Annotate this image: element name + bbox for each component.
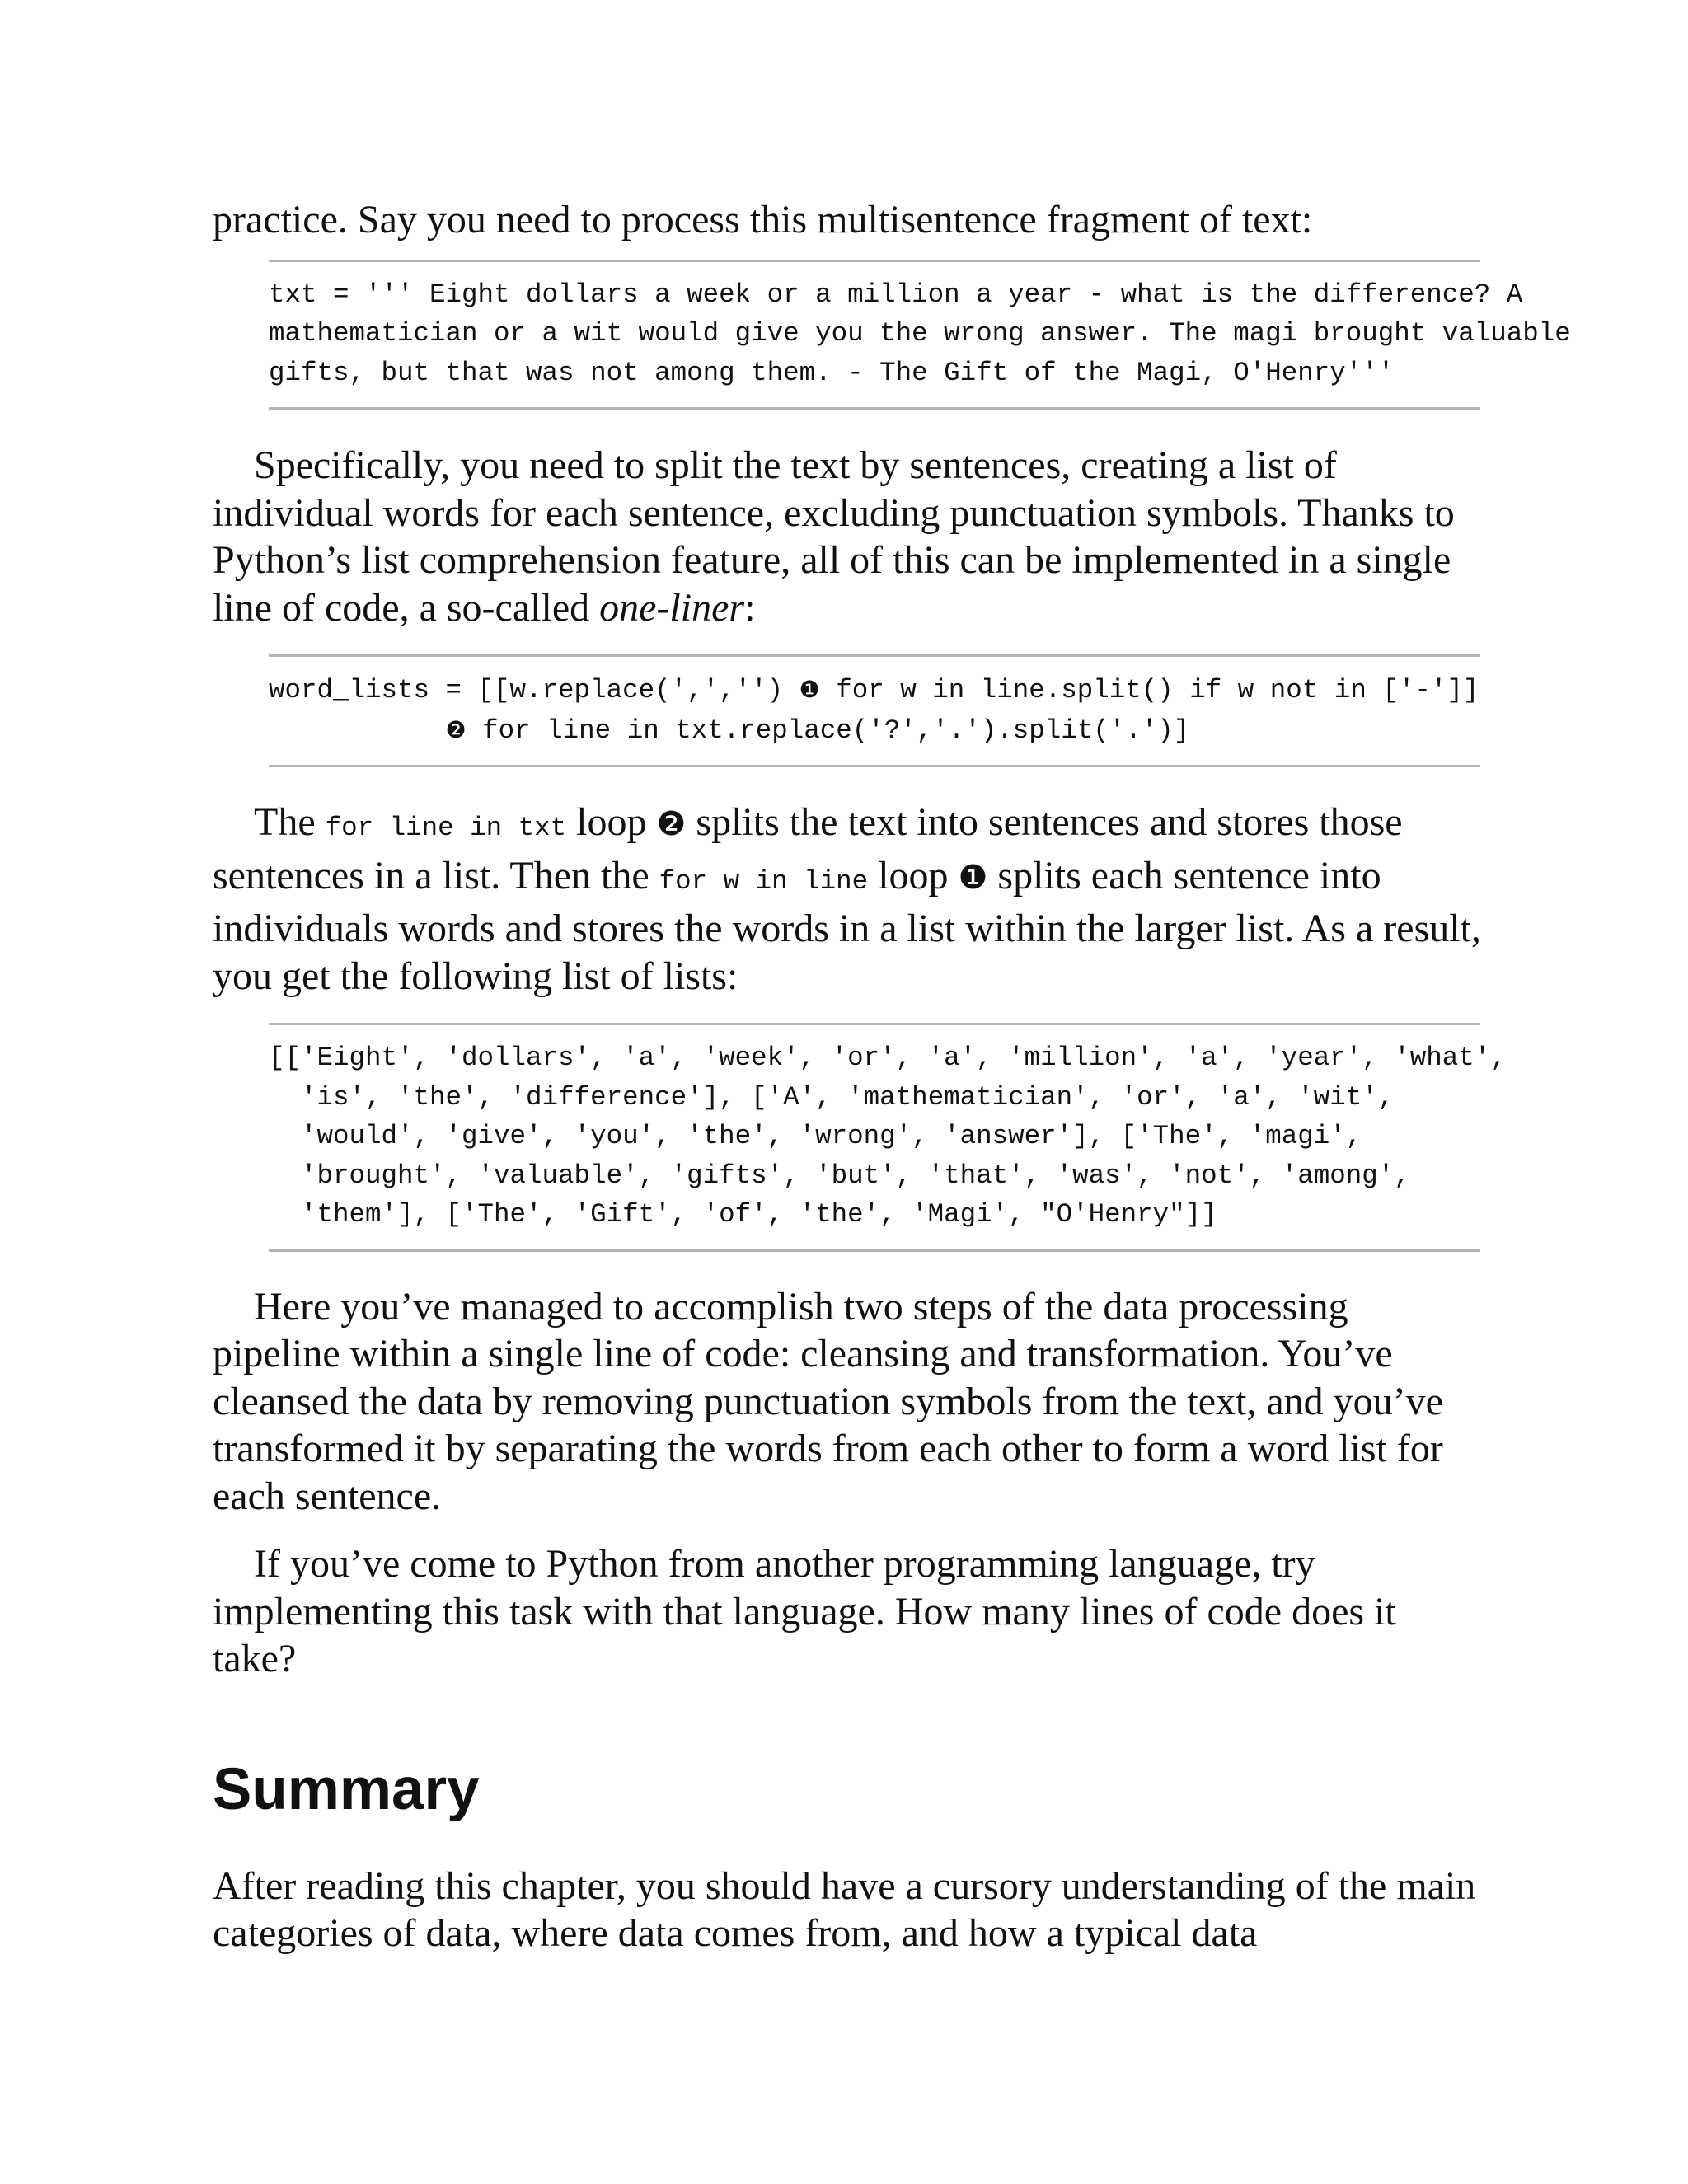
paragraph-intro: practice. Say you need to process this multisentence fragment of text: (213, 198, 1313, 241)
code-line (269, 670, 1480, 710)
code-line: 'brought', 'valuable', 'gifts', 'but', 'that', 'was', 'not', 'among', (269, 1160, 1410, 1191)
code-line: txt = ''' Eight dollars a week or a million a year - what is the difference? A (269, 279, 1523, 310)
paragraph-text: loop (868, 853, 959, 898)
code-line: mathematician or a wit would give you the wrong answer. The magi brought valuable (269, 318, 1571, 349)
paragraph-if: If you’ve come to Python from another programming language, try implementing this task with that language. How many lines of code does it take? (213, 1542, 1406, 1680)
paragraph-specifically (213, 442, 1482, 631)
paragraph-text: loop (566, 800, 657, 844)
code-line: 'is', 'the', 'difference'], ['A', 'mathematician', 'or', 'a', 'wit', (269, 1081, 1395, 1113)
callout-2-icon: ❷ (656, 805, 687, 843)
page-content (213, 196, 1571, 1957)
callout-1-icon: ❶ (799, 676, 820, 703)
code-line: 'them'], ['The', 'Gift', 'of', 'the', 'Magi', "O'Henry"]] (269, 1199, 1217, 1230)
code-block-output (269, 1023, 1507, 1252)
code-block-word-lists (269, 654, 1480, 767)
code-text: for line in txt.replace('?','.').split('.')] (466, 715, 1190, 746)
paragraph-text: splits the text into sentences and stores those sentences in a list. Then the (213, 800, 1413, 898)
paragraph-text: The (254, 800, 326, 844)
code-block-txt (269, 260, 1571, 410)
paragraph-text: splits each sentence into individuals words and stores the words in a list within the larger list. As a result, you get the following list of lists: (213, 853, 1491, 998)
inline-code-for-line: for line in txt (325, 813, 567, 843)
inline-code-for-w: for w in line (659, 865, 869, 897)
paragraph-loops (213, 799, 1491, 1000)
code-line: 'would', 'give', 'you', 'the', 'wrong', 'answer'], ['The', 'magi', (269, 1121, 1362, 1151)
code-line: gifts, but that was not among them. - The Gift of the Magi, O'Henry''' (269, 357, 1395, 388)
code-text: word_lists = [[w.replace(',','') (269, 675, 799, 705)
code-text: for w in line.split() if w not in ['-']] (819, 675, 1479, 705)
section-heading-summary: Summary (213, 1756, 480, 1822)
code-line: [['Eight', 'dollars', 'a', 'week', 'or', 'a', 'million', 'a', 'year', 'what', (269, 1043, 1507, 1073)
paragraph-text: Specifically, you need to split the text by sentences, creating a list of individual words for each sentence, excluding punctuation symbols. Thanks to Python’s list comprehension feature, all of this can be implemented in a single line of code, a so-called (213, 443, 1465, 630)
code-line (269, 710, 1480, 751)
paragraph-after: After reading this chapter, you should have a cursory understanding of the main categories of data, where data comes from, and how a typical data (213, 1863, 1486, 1955)
callout-2-icon: ❷ (445, 715, 467, 743)
paragraph-text: : (744, 585, 756, 630)
callout-1-icon: ❶ (958, 858, 988, 897)
code-text (269, 715, 446, 746)
paragraph-here: Here you’ve managed to accomplish two steps of the data processing pipeline within a single line of code: cleansing and transformation. You’ve cleansed the data by removing punctuation symbols from the text, and you’ve transformed it by separating the words from each other to form a word list for each sentence. (213, 1284, 1453, 1518)
emphasis-one-liner: one-liner (599, 585, 745, 630)
